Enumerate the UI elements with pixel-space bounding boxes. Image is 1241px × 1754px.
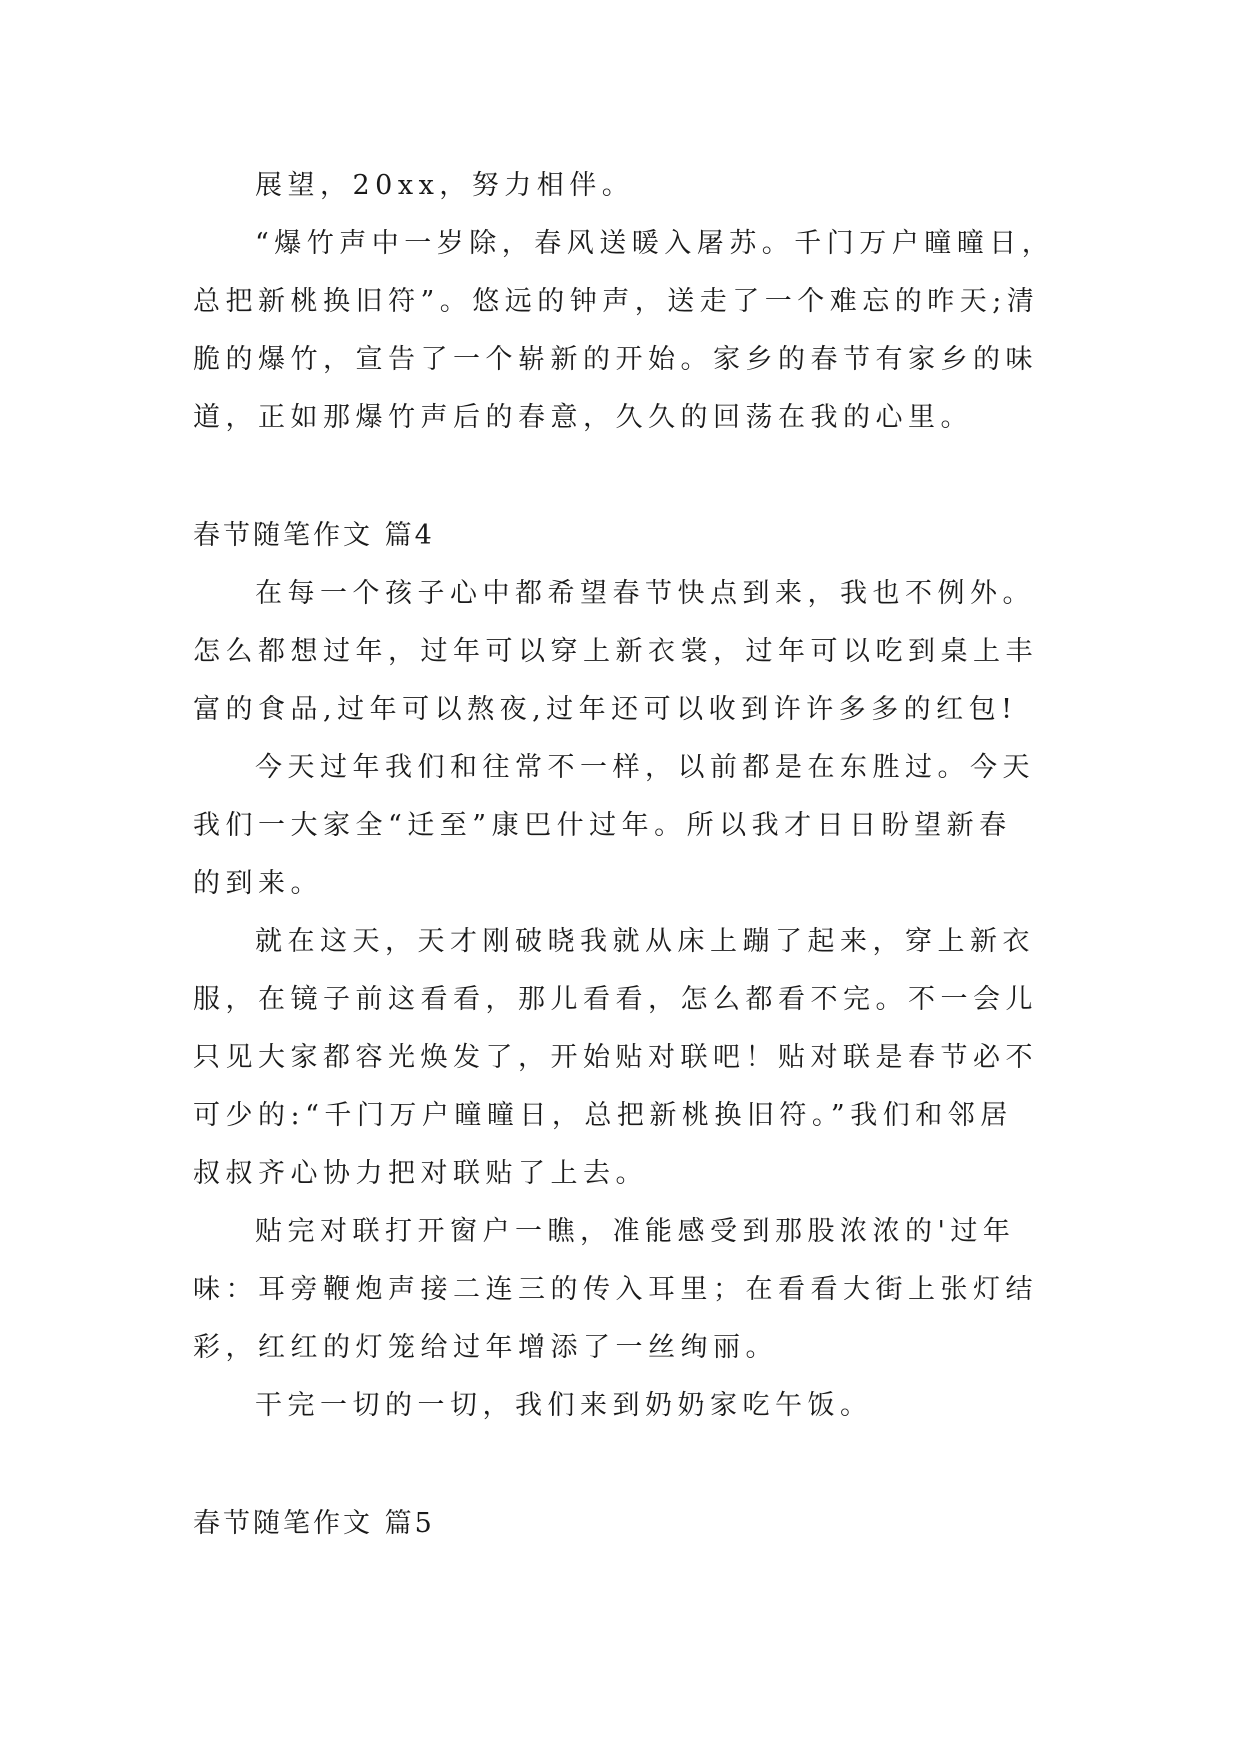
paragraph-line: 总把新桃换旧符”。悠远的钟声，送走了一个难忘的昨天;清 <box>193 286 1040 317</box>
paragraph-line: 的到来。 <box>193 868 323 899</box>
paragraph-line: 怎么都想过年，过年可以穿上新衣裳，过年可以吃到桌上丰 <box>193 636 1038 667</box>
section-heading: 春节随笔作文 篇5 <box>193 1508 435 1539</box>
paragraph-line: 干完一切的一切，我们来到奶奶家吃午饭。 <box>255 1390 873 1421</box>
paragraph-line: 今天过年我们和往常不一样，以前都是在东胜过。今天 <box>255 752 1035 783</box>
paragraph-line: 展望，20xx，努力相伴。 <box>255 170 635 201</box>
paragraph-line: 道，正如那爆竹声后的春意，久久的回荡在我的心里。 <box>193 402 973 433</box>
paragraph-line: 叔叔齐心协力把对联贴了上去。 <box>193 1158 648 1189</box>
paragraph-line: 脆的爆竹，宣告了一个崭新的开始。家乡的春节有家乡的味 <box>193 344 1038 375</box>
paragraph-line: 只见大家都容光焕发了，开始贴对联吧！贴对联是春节必不 <box>193 1042 1038 1073</box>
paragraph-line: 可少的:“千门万户曈曈日，总把新桃换旧符。”我们和邻居 <box>193 1100 1013 1131</box>
paragraph-line: “爆竹声中一岁除，春风送暖入屠苏。千门万户曈曈日， <box>255 228 1055 259</box>
paragraph-line: 服，在镜子前这看看，那儿看看，怎么都看不完。不一会儿 <box>193 984 1038 1015</box>
paragraph-line: 富的食品,过年可以熬夜,过年还可以收到许许多多的红包! <box>193 694 1018 725</box>
paragraph-line: 在每一个孩子心中都希望春节快点到来，我也不例外。 <box>255 578 1035 609</box>
paragraph-line: 味：耳旁鞭炮声接二连三的传入耳里；在看看大街上张灯结 <box>193 1274 1038 1305</box>
paragraph-line: 我们一大家全“迁至”康巴什过年。所以我才日日盼望新春 <box>193 810 1012 841</box>
paragraph-line: 贴完对联打开窗户一瞧，准能感受到那股浓浓的'过年 <box>255 1216 1016 1247</box>
paragraph-line: 彩，红红的灯笼给过年增添了一丝绚丽。 <box>193 1332 778 1363</box>
section-heading: 春节随笔作文 篇4 <box>193 520 435 551</box>
paragraph-line: 就在这天，天才刚破晓我就从床上蹦了起来，穿上新衣 <box>255 926 1035 957</box>
